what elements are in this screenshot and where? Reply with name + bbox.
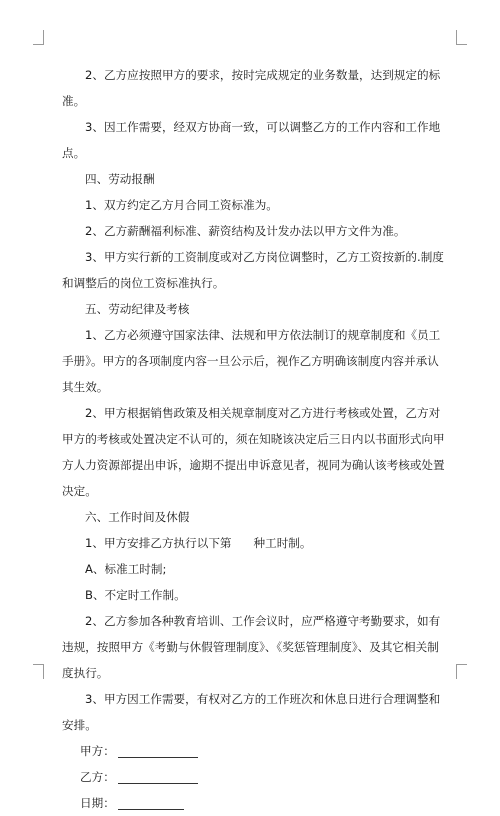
- section-heading-discipline: 五、劳动纪律及考核: [85, 302, 190, 316]
- signature-party-a: [62, 738, 450, 764]
- work-hours-text-before: 1、甲方安排乙方执行以下第: [85, 536, 232, 550]
- party-a-signature-line[interactable]: [118, 743, 198, 758]
- clause-3-item-3: 3、因工作需要，经双方协商一致，可以调整乙方的工作内容和工作地点。: [62, 120, 441, 160]
- crop-mark-top-left: [33, 30, 44, 45]
- section-heading-working-hours: 六、工作时间及休假: [85, 510, 190, 524]
- clause-4-item-3: 3、甲方实行新的工资制度或对乙方岗位调整时，乙方工资按新的.制度和调整后的岗位工资标准执行。: [62, 250, 444, 290]
- party-b-signature-line[interactable]: [118, 769, 198, 784]
- crop-mark-bottom-right: [456, 664, 467, 679]
- date-line[interactable]: [118, 795, 184, 810]
- option-standard-hours: A、标准工时制;: [85, 562, 167, 576]
- clause-4-item-1: 1、双方约定乙方月合同工资标准为。: [85, 198, 278, 212]
- party-b-label: 乙方：: [80, 770, 115, 784]
- crop-mark-bottom-left: [33, 664, 44, 679]
- clause-5-item-1: 1、乙方必须遵守国家法律、法规和甲方依法制订的规章制度和《员工手册》。甲方的各项制度内容一旦公示后，视作乙方明确该制度内容并承认其生效。: [62, 328, 441, 394]
- clause-4-item-2: 2、乙方薪酬福利标准、薪资结构及计发办法以甲方文件为准。: [85, 224, 406, 238]
- party-a-label: 甲方：: [80, 744, 115, 758]
- clause-6-item-2: 2、乙方参加各种教育培训、工作会议时，应严格遵守考勤要求，如有违规，按照甲方《考勤与休假管理制度》、《奖惩管理制度》、及其它相关制度执行。: [62, 614, 441, 680]
- clause-6-item-3: 3、甲方因工作需要，有权对乙方的工作班次和休息日进行合理调整和安排。: [62, 692, 441, 732]
- clause-6-item-1: [62, 530, 450, 556]
- work-hours-text-after: 种工时制。: [253, 536, 312, 550]
- date-label: 日期：: [80, 796, 115, 810]
- clause-3-item-2: 2、乙方应按照甲方的要求，按时完成规定的业务数量，达到规定的标准。: [62, 68, 441, 108]
- crop-mark-top-right: [456, 30, 467, 45]
- clause-5-item-2: 2、甲方根据销售政策及相关规章制度对乙方进行考核或处置，乙方对甲方的考核或处置决定不认可的，须在知晓该决定后三日内以书面形式向甲方人力资源部提出申诉，逾期不提出申诉意见者，视同为确认该考核或处置决定。: [62, 406, 445, 498]
- signature-party-b: [62, 764, 450, 790]
- signature-date: [62, 790, 450, 816]
- option-flexible-hours: B、不定时工作制。: [85, 588, 186, 602]
- section-heading-remuneration: 四、劳动报酬: [85, 172, 155, 186]
- document-body: [62, 62, 450, 816]
